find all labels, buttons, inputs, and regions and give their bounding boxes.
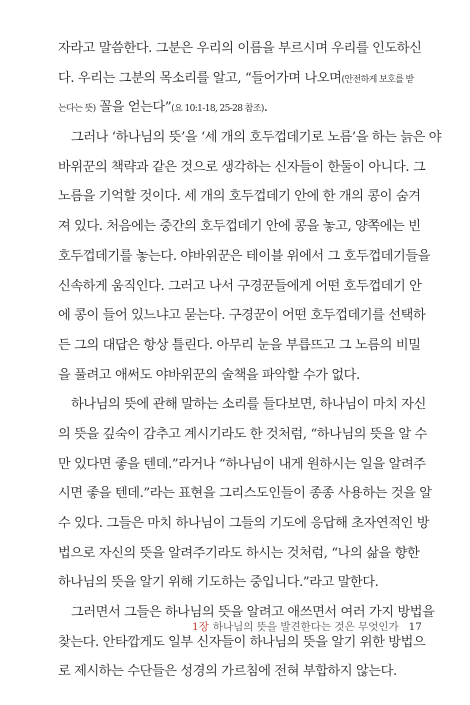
page-number: 17	[408, 621, 422, 633]
text-line: 자라고 말씀한다. 그분은 우리의 이름을 부르시며 우리를 인도하신	[58, 41, 422, 56]
text-line: 수 있다. 그들은 마치 하나님이 그들의 기도에 응답해 초자연적인 방	[58, 516, 430, 531]
text-line: 하나님의 뜻에 관해 말하는 소리를 들다보면, 하나님이 마치 자신	[71, 397, 426, 413]
text-line: 바위꾼의 책략과 같은 것으로 생각하는 신자들이 한둘이 아니다. 그	[58, 159, 426, 175]
text-line: 로 제시하는 수단들은 성경의 가르침에 전혀 부합하지 않는다.	[58, 664, 397, 680]
text-line: 노름을 기억할 것이다. 세 개의 호두껍데기 안에 한 개의 콩이 숨겨	[58, 189, 421, 205]
chapter-title: 하나님의 뜻을 발견한다는 것은 무엇인가	[212, 621, 399, 633]
text-line: 그러나 ‘하나님의 뜻’을 ‘세 개의 호두껍데기로 노름’을 하는 늙은 야	[71, 130, 442, 146]
text-line	[58, 93, 440, 123]
text-line: 법으로 자신의 뜻을 알려주기라도 하시는 것처럼, “나의 삶을 향한	[58, 545, 420, 561]
scripture-reference: (요 10:1-18, 25-28 참조)	[171, 104, 264, 115]
text-line: 에 콩이 들어 있느냐고 묻는다. 구경꾼이 어떤 호두껍데기를 선택하	[58, 308, 426, 324]
page-footer	[192, 619, 422, 634]
chapter-label: 1장	[192, 621, 209, 633]
text-segment: 다. 우리는 그분의 목소리를 알고, “들어가며 나오며	[58, 70, 342, 86]
text-line: 그러면서 그들은 하나님의 뜻을 알려고 애쓰면서 여러 가지 방법을	[71, 605, 435, 621]
text-line: 의 뜻을 깊숙이 감추고 계시기라도 한 것처럼, “하나님의 뜻을 알 수	[58, 426, 427, 442]
text-line: 신속하게 움직인다. 그러고 나서 구경꾼들에게 어떤 호두껍데기 안	[58, 278, 422, 294]
text-segment: 꼴을 얻는다”	[95, 100, 172, 116]
text-line: 시면 좋을 텐데.”라는 표현을 그리스도인들이 종종 사용하는 것을 알	[58, 486, 432, 502]
inline-note: (안전하게 보호를 받	[341, 74, 414, 85]
text-line: 든 그의 대답은 항상 틀린다. 아무리 눈을 부릅뜨고 그 노름의 비밀	[58, 337, 421, 353]
text-line: 을 풀려고 애써도 야바위꾼의 술책을 파악할 수가 없다.	[58, 367, 360, 383]
text-line: 하나님의 뜻을 알기 위해 기도하는 중입니다.”라고 말한다.	[58, 575, 379, 591]
page-body	[58, 34, 440, 687]
text-line	[58, 64, 440, 94]
text-line: 만 있다면 좋을 텐데.”라거나 “하나님이 내게 원하시는 일을 알려주	[58, 456, 426, 472]
text-line: 찾는다. 안타깝게도 일부 신자들이 하나님의 뜻을 알기 위한 방법으	[58, 634, 426, 650]
text-line: 져 있다. 처음에는 중간의 호두껍데기 안에 콩을 놓고, 양쪽에는 빈	[58, 219, 421, 235]
inline-note: 는다는 뜻)	[58, 104, 96, 115]
text-line: 호두껍데기를 놓는다. 야바위꾼은 테이블 위에서 그 호두껍데기들을	[58, 248, 431, 264]
text-segment: .	[263, 100, 268, 116]
